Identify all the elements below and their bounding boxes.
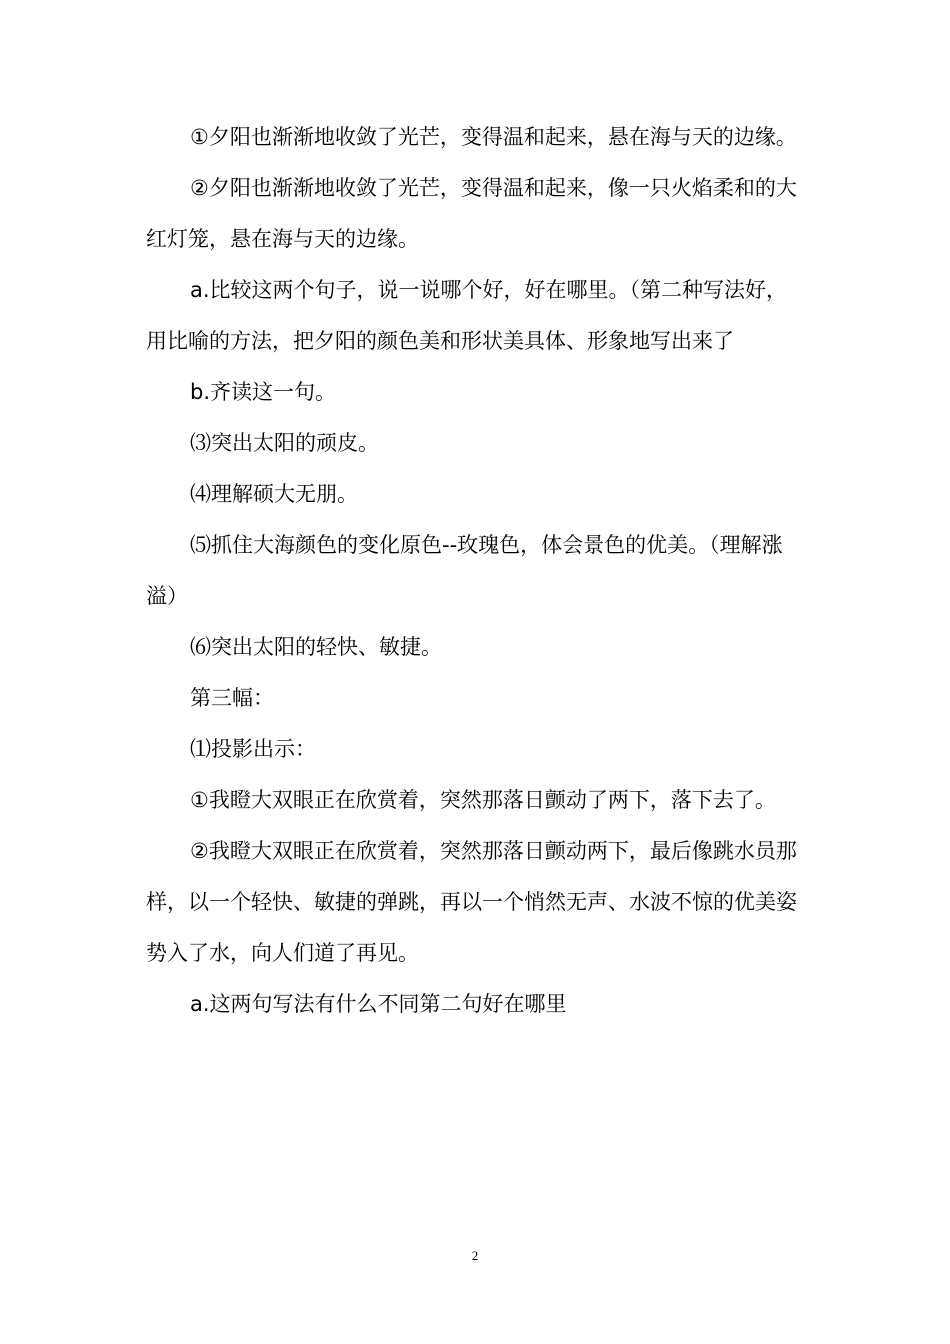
document-body <box>146 112 806 1030</box>
paragraph-point-4: ⑷理解硕大无朋。 <box>190 482 358 506</box>
paragraph-question-c: a.这两句写法有什么不同第二句好在哪里 <box>190 992 567 1016</box>
paragraph-point-3: ⑶突出太阳的顽皮。 <box>190 431 379 455</box>
paragraph-sentence-1: ①夕阳也渐渐地收敛了光芒，变得温和起来，悬在海与天的边缘。 <box>190 125 797 149</box>
paragraph-point-5: ⑸抓住大海颜色的变化原色--玫瑰色，体会景色的优美。（理解涨溢） <box>146 533 783 608</box>
paragraph-sentence-4: ②我瞪大双眼正在欣赏着，突然那落日颤动两下，最后像跳水员那样，以一个轻快、敏捷的弹跳，再以一个悄然无声、水波不惊的优美姿势入了水，向人们道了再见。 <box>146 839 797 965</box>
paragraph-sentence-2: ②夕阳也渐渐地收敛了光芒，变得温和起来，像一只火焰柔和的大红灯笼，悬在海与天的边缘。 <box>146 176 797 251</box>
paragraph-projection: ⑴投影出示： <box>190 737 316 761</box>
page-number: 2 <box>471 1248 479 1263</box>
paragraph-sentence-3: ①我瞪大双眼正在欣赏着，突然那落日颤动了两下，落下去了。 <box>190 788 776 812</box>
paragraph-question-a: a.比较这两个句子，说一说哪个好，好在哪里。（第二种写法好，用比喻的方法，把夕阳的颜色美和形状美具体、形象地写出来了 <box>146 278 788 353</box>
section-heading-third: 第三幅： <box>190 686 274 710</box>
paragraph-point-6: ⑹突出太阳的轻快、敏捷。 <box>190 635 442 659</box>
paragraph-question-b: b.齐读这一句。 <box>190 380 337 404</box>
